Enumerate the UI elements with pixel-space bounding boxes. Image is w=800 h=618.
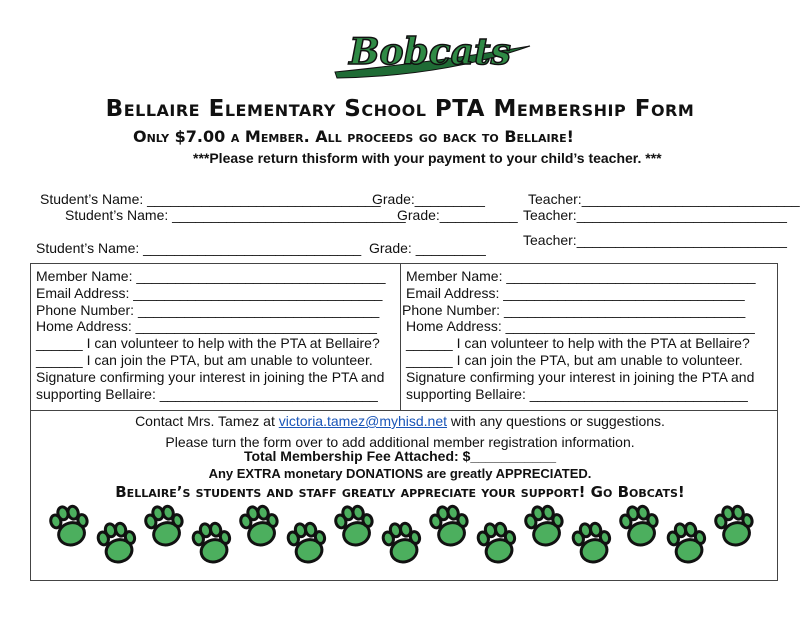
- signature-line[interactable]: supporting Bellaire: ____________________________: [406, 385, 748, 402]
- grade-field-3[interactable]: Grade: _________: [369, 240, 486, 256]
- student-name-field-3[interactable]: Student’s Name: ____________________________: [36, 240, 362, 256]
- signature-line[interactable]: supporting Bellaire: ____________________________: [36, 385, 378, 402]
- svg-text:Bobcats: Bobcats: [349, 31, 511, 73]
- paw-print-icon: [475, 518, 520, 565]
- contact-line: [0, 413, 800, 429]
- member-field[interactable]: Home Address: ________________________________: [406, 318, 755, 335]
- member-field[interactable]: Email Address: ________________________________: [36, 284, 383, 301]
- teacher-field-3[interactable]: Teacher:___________________________: [523, 232, 787, 248]
- signature-line[interactable]: Signature confirming your interest in joining the PTA and: [36, 368, 385, 385]
- total-fee-field[interactable]: Total Membership Fee Attached: $___________: [243, 448, 557, 464]
- form-subtitle: Only $7.00 a Member. All proceeds go back to Bellaire!: [133, 127, 574, 146]
- paw-print-row: [30, 500, 778, 578]
- paw-print-icon: [380, 518, 425, 565]
- slogan: Bellaire’s students and staff greatly appreciate your support! Go Bobcats!: [115, 483, 685, 501]
- column-divider: [400, 263, 401, 410]
- form-title: Bellaire Elementary School PTA Membership Form: [105, 96, 695, 122]
- paw-print-icon: [95, 518, 140, 565]
- paw-print-icon: [428, 501, 473, 548]
- option-line[interactable]: ______ I can volunteer to help with the PTA at Bellaire?: [36, 335, 380, 352]
- member-field[interactable]: Phone Number: _______________________________: [36, 301, 380, 318]
- option-line[interactable]: ______ I can join the PTA, but am unable to volunteer.: [36, 352, 373, 368]
- member-field[interactable]: Home Address: _______________________________: [36, 318, 377, 335]
- contact-email-link[interactable]: victoria.tamez@myhisd.net: [278, 413, 448, 429]
- grade-field-2[interactable]: Grade:__________: [397, 207, 518, 223]
- paw-print-icon: [333, 501, 378, 548]
- teacher-field-1[interactable]: Teacher:____________________________: [528, 191, 800, 207]
- paw-print-icon: [713, 501, 758, 548]
- section-divider: [30, 410, 778, 411]
- member-field[interactable]: Phone Number: _______________________________: [402, 301, 746, 318]
- paw-print-icon: [48, 501, 93, 548]
- option-line[interactable]: ______ I can join the PTA, but am unable to volunteer.: [406, 352, 743, 368]
- paw-print-icon: [570, 518, 615, 565]
- student-name-field-1[interactable]: Student’s Name: ______________________________: [40, 191, 381, 207]
- member-field[interactable]: Member Name: ________________________________: [406, 268, 756, 284]
- paw-print-icon: [143, 501, 188, 548]
- option-line[interactable]: ______ I can volunteer to help with the PTA at Bellaire?: [406, 335, 750, 352]
- member-field[interactable]: Member Name: ________________________________: [36, 268, 386, 284]
- bobcats-logo: [325, 24, 535, 84]
- donations-note: Any EXTRA monetary DONATIONS are greatly APPRECIATED.: [208, 466, 592, 481]
- signature-line[interactable]: Signature confirming your interest in joining the PTA and: [406, 368, 755, 385]
- teacher-field-2[interactable]: Teacher:___________________________: [523, 207, 787, 223]
- paw-print-icon: [190, 518, 235, 565]
- member-field[interactable]: Email Address: _______________________________: [406, 284, 745, 301]
- contact-prefix: Contact Mrs. Tamez at: [135, 413, 279, 429]
- return-note: ***Please return thisform with your payment to your child’s teacher. ***: [193, 150, 662, 166]
- turn-over-note: Please turn the form over to add additional member registration information.: [165, 434, 635, 450]
- paw-print-icon: [618, 501, 663, 548]
- grade-field-1[interactable]: Grade:_________: [372, 191, 485, 207]
- paw-print-icon: [523, 501, 568, 548]
- contact-suffix: with any questions or suggestions.: [447, 413, 665, 429]
- paw-print-icon: [665, 518, 710, 565]
- student-name-field-2[interactable]: Student’s Name: ______________________________: [65, 207, 406, 223]
- paw-print-icon: [285, 518, 330, 565]
- paw-print-icon: [238, 501, 283, 548]
